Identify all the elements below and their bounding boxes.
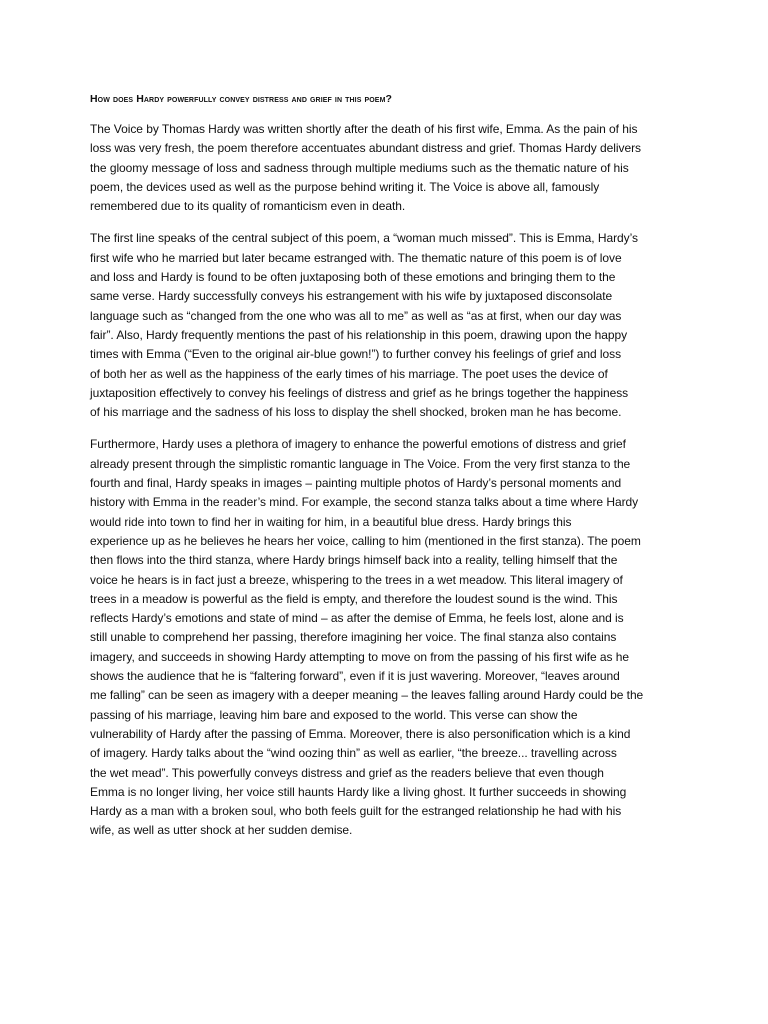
paragraph-line: and loss and Hardy is found to be often juxtaposing both of these emotions and bringing them to the: [90, 270, 616, 285]
paragraph-line: trees in a meadow is powerful as the field is empty, and therefore the loudest sound is the wind. This: [90, 591, 618, 606]
paragraph-line: already present through the simplistic romantic language in The Voice. From the very first stanza to the: [90, 456, 631, 471]
paragraph-2: [90, 229, 678, 422]
paragraph-line: language such as “changed from the one who was all to me” as well as “as at first, when our day was: [90, 308, 622, 323]
paragraph-3: [90, 435, 678, 840]
paragraph-line: Hardy as a man with a broken soul, who both feels guilt for the estranged relationship he had with his: [90, 804, 622, 819]
paragraph-line: voice he hears is in fact just a breeze, whispering to the trees in a wet meadow. This literal imagery of: [90, 572, 623, 587]
paragraph-line: times with Emma (“Even to the original air-blue gown!”) to further convey his feelings of grief and loss: [90, 347, 622, 362]
paragraph-line: fourth and final, Hardy speaks in images – painting multiple photos of Hardy’s personal moments and: [90, 476, 622, 491]
paragraph-line: Emma is no longer living, her voice still haunts Hardy like a living ghost. It further succeeds in showing: [90, 784, 627, 799]
paragraph-line: still unable to comprehend her passing, therefore imagining her voice. The final stanza also contains: [90, 630, 617, 645]
paragraph-line: The Voice by Thomas Hardy was written shortly after the death of his first wife, Emma. As the pain of his: [90, 122, 638, 136]
document-heading: How does Hardy powerfully convey distress and grief in this poem?: [90, 93, 393, 105]
paragraph-line: wife, as well as utter shock at her sudden demise.: [90, 823, 353, 838]
paragraph-line: would ride into town to find her in waiting for him, in a beautiful blue dress. Hardy brings this: [90, 514, 572, 529]
paragraph-line: the wet mead”. This powerfully conveys distress and grief as the readers believe that even though: [90, 765, 604, 780]
paragraph-line: of his marriage and the sadness of his loss to display the shell shocked, broken man he has become.: [90, 405, 622, 420]
paragraph-line: then flows into the third stanza, where Hardy brings himself back into a reality, telling himself that the: [90, 553, 618, 568]
paragraph-line: me falling” can be seen as imagery with a deeper meaning – the leaves falling around Hardy could be the: [90, 688, 644, 703]
paragraph-line: imagery, and succeeds in showing Hardy attempting to move on from the passing of his first wife as he: [90, 649, 629, 664]
paragraph-line: juxtaposition effectively to convey his feelings of distress and grief as he brings together the happiness: [90, 385, 629, 400]
paragraph-line: passing of his marriage, leaving him bare and exposed to the world. This verse can show the: [90, 707, 578, 722]
paragraph-line: loss was very fresh, the poem therefore accentuates abundant distress and grief. Thomas Hardy delivers: [90, 141, 641, 156]
paragraph-line: experience up as he believes he hears her voice, calling to him (mentioned in the first stanza). The poem: [90, 533, 641, 548]
paragraph-line: same verse. Hardy successfully conveys his estrangement with his wife by juxtaposed disconsolate: [90, 289, 613, 304]
paragraph-line: The first line speaks of the central subject of this poem, a “woman much missed”. This is Emma, Hardy’s: [90, 231, 638, 246]
paragraph-line: the gloomy message of loss and sadness through multiple mediums such as the thematic nature of his: [90, 160, 629, 175]
paragraph-line: Furthermore, Hardy uses a plethora of imagery to enhance the powerful emotions of distress and grief: [90, 437, 626, 452]
paragraph-line: vulnerability of Hardy after the passing of Emma. Moreover, there is also personification which is a kind: [90, 726, 631, 741]
paragraph-line: of both her as well as the happiness of the early times of his marriage. The poet uses the device of: [90, 366, 608, 381]
paragraph-line: reflects Hardy’s emotions and state of mind – as after the demise of Emma, he feels lost, alone and is: [90, 611, 624, 626]
paragraph-line: poem, the devices used as well as the purpose behind writing it. The Voice is above all, famously: [90, 179, 600, 194]
paragraph-line: remembered due to its quality of romanticism even in death.: [90, 199, 406, 214]
paragraph-1: [90, 120, 678, 216]
paragraph-line: shows the audience that he is “faltering forward”, even if it is just wavering. Moreover, “leaves around: [90, 669, 620, 684]
paragraph-line: history with Emma in the reader’s mind. For example, the second stanza talks about a time where Hardy: [90, 495, 639, 510]
paragraph-line: fair”. Also, Hardy frequently mentions the past of his relationship in this poem, drawing upon the happy: [90, 327, 628, 342]
paragraph-line: of imagery. Hardy talks about the “wind oozing thin” as well as earlier, “the breeze... travelling across: [90, 746, 617, 761]
paragraph-line: first wife who he married but later became estranged with. The thematic nature of this poem is of love: [90, 250, 622, 265]
